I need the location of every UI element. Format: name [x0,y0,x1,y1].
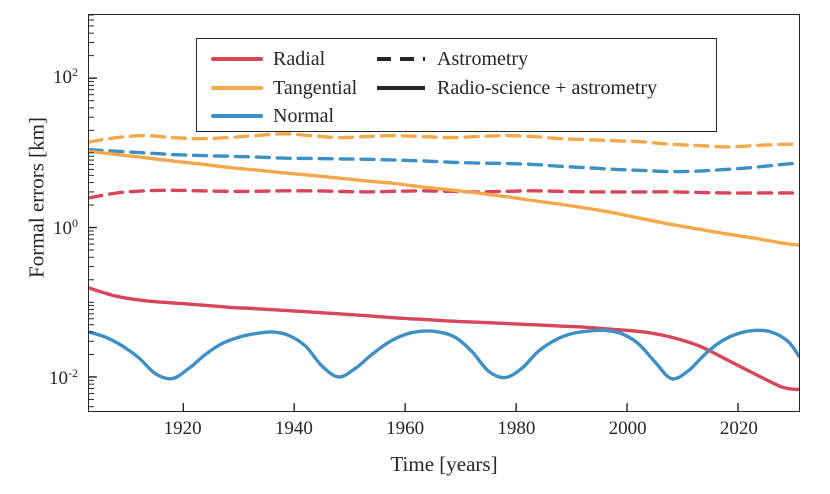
series-line [89,330,799,379]
y-tick-label: $10^2$ [53,65,78,89]
legend-label-tangential: Tangential [273,76,358,99]
x-axis-label: Time [years] [390,452,498,476]
y-tick-label: $10^0$ [53,215,78,239]
x-tick-label: 1940 [274,418,313,439]
series-line [89,190,799,197]
legend-entry-radial [211,45,325,73]
legend-label-radio-science: Radio-science + astrometry [437,76,658,99]
x-tick-label: 1980 [497,418,536,439]
y-axis-label: Formal errors [km] [24,117,49,278]
legend-swatch-tangential [211,79,263,97]
x-tick-label: 2020 [719,418,758,439]
legend-entry-radio-science [375,74,657,102]
series-line [89,151,799,245]
legend-entry-astrometry [375,45,528,73]
plot-area [88,14,800,412]
x-tick-label: 1920 [163,418,202,439]
chart-legend [196,38,717,132]
legend-label-astrometry: Astrometry [437,47,529,70]
legend-entry-tangential [211,74,357,102]
legend-swatch-normal [211,107,263,125]
x-tick-label: 1960 [386,418,425,439]
x-tick-label: 2000 [608,418,647,439]
legend-label-normal: Normal [273,104,335,127]
legend-label-radial: Radial [273,47,326,70]
legend-swatch-radial [211,50,263,68]
series-line [89,288,799,389]
legend-swatch-astrometry [375,50,427,68]
series-line [89,150,799,172]
series-line [89,134,799,147]
legend-swatch-radio-science [375,79,427,97]
y-tick-label: $10^{-2}$ [49,365,78,389]
legend-entry-normal [211,102,334,130]
